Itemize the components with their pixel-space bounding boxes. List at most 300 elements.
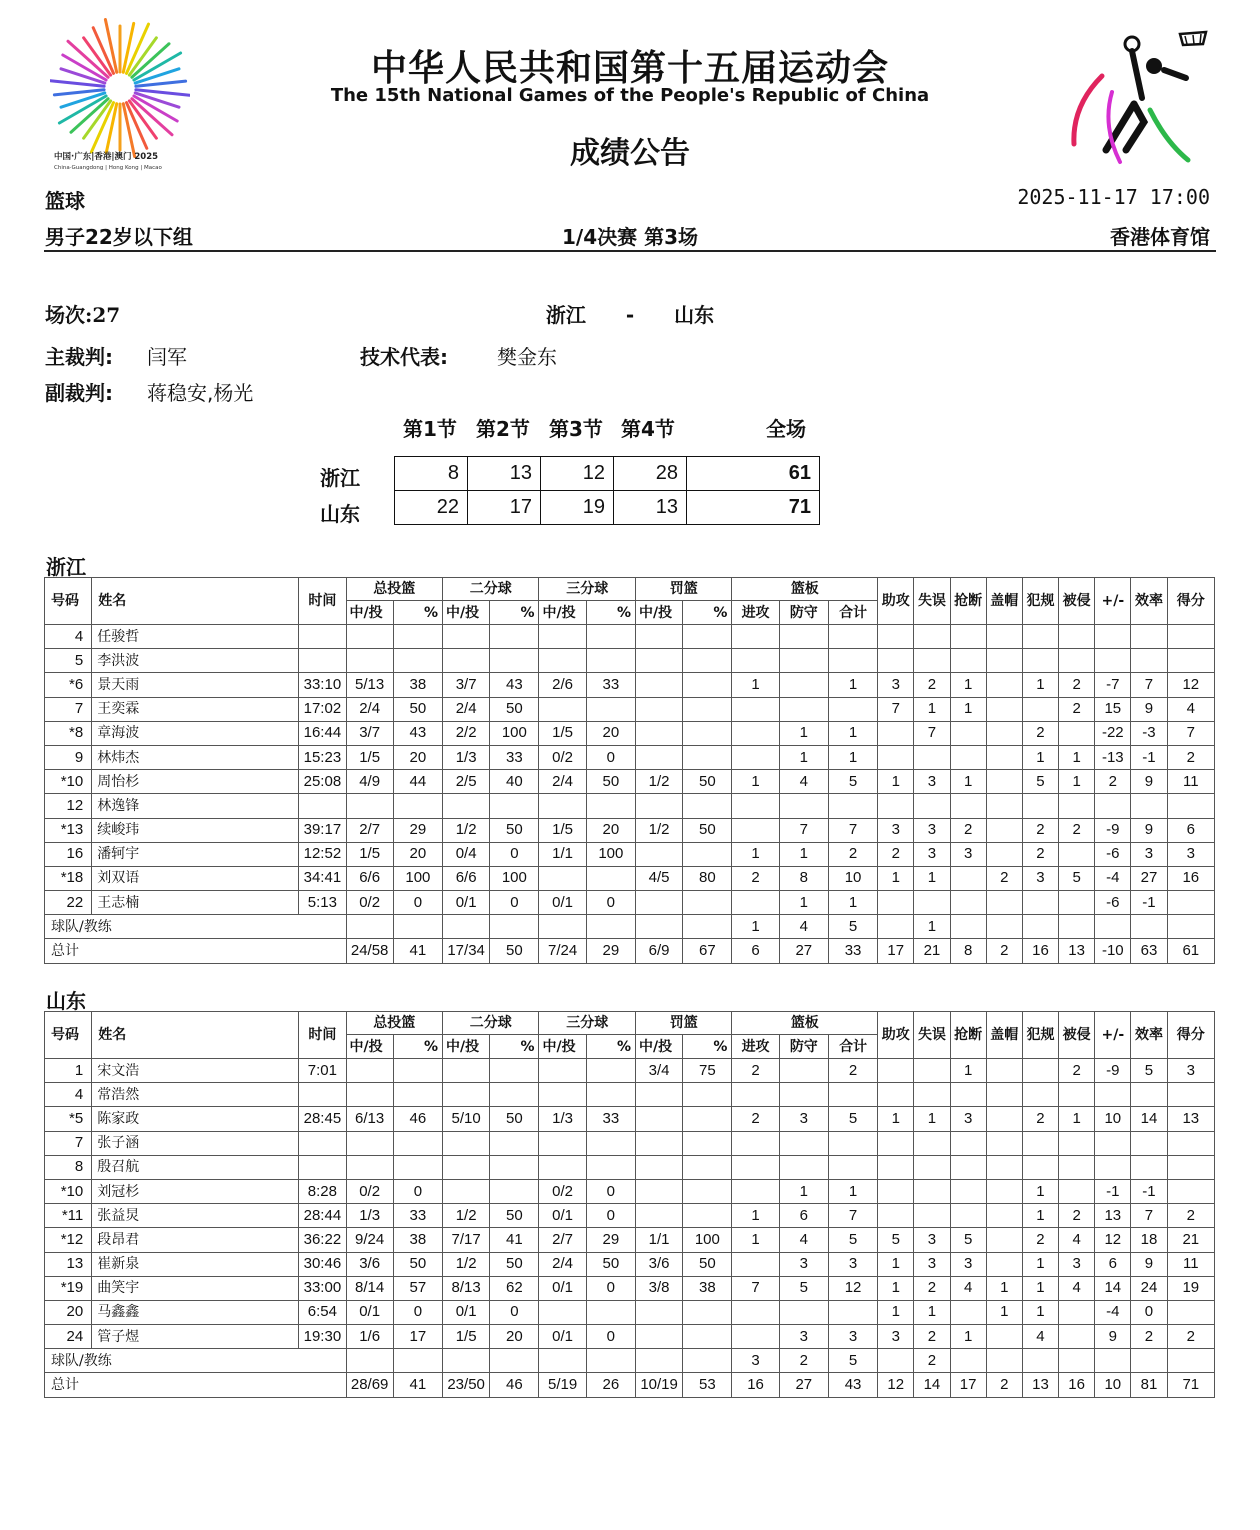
stat-cell: 6 bbox=[732, 939, 779, 963]
stat-cell bbox=[539, 915, 586, 939]
final-score: 71 bbox=[687, 491, 820, 525]
stat-cell: 41 bbox=[393, 1373, 442, 1397]
stat-cell: 2/2 bbox=[443, 721, 490, 745]
stat-cell bbox=[986, 1083, 1022, 1107]
stat-cell: 5 bbox=[1022, 770, 1058, 794]
stat-cell: 1 bbox=[878, 866, 914, 890]
player-number: *12 bbox=[45, 1228, 92, 1252]
q4-header: 第4节 bbox=[621, 417, 675, 441]
stat-cell: 1 bbox=[1059, 1107, 1095, 1131]
stat-cell: 100 bbox=[586, 842, 635, 866]
stat-cell: 1 bbox=[828, 1179, 877, 1203]
stat-cell: 8/13 bbox=[443, 1276, 490, 1300]
stat-cell: -4 bbox=[1095, 1300, 1131, 1324]
stat-cell: 0 bbox=[490, 1300, 539, 1324]
stat-cell: 30:46 bbox=[299, 1252, 346, 1276]
stat-cell bbox=[878, 1179, 914, 1203]
stat-cell bbox=[683, 1107, 732, 1131]
stat-cell bbox=[986, 1349, 1022, 1373]
col-field-goals: 总投篮 bbox=[346, 578, 442, 601]
stat-cell: 0/1 bbox=[539, 1325, 586, 1349]
stat-cell bbox=[1131, 625, 1167, 649]
q3-header: 第3节 bbox=[549, 417, 603, 441]
stat-cell bbox=[635, 1155, 682, 1179]
stat-cell bbox=[914, 745, 950, 769]
stat-cell: 1 bbox=[950, 697, 986, 721]
stat-cell bbox=[950, 915, 986, 939]
stat-cell: 7 bbox=[828, 1204, 877, 1228]
stat-cell: 1 bbox=[732, 673, 779, 697]
stat-cell: 1/5 bbox=[539, 818, 586, 842]
stat-cell: 3 bbox=[779, 1325, 828, 1349]
player-name: 续峻玮 bbox=[92, 818, 299, 842]
stat-cell: 1 bbox=[779, 745, 828, 769]
col-eff: 效率 bbox=[1131, 1012, 1167, 1059]
stat-cell bbox=[1167, 1131, 1214, 1155]
stat-cell bbox=[346, 1349, 393, 1373]
stat-cell bbox=[950, 1131, 986, 1155]
stat-cell bbox=[878, 1155, 914, 1179]
player-number: 4 bbox=[45, 1083, 92, 1107]
stat-cell: 3 bbox=[878, 673, 914, 697]
stat-cell bbox=[1095, 1131, 1131, 1155]
stat-cell bbox=[779, 794, 828, 818]
stat-cell: 2/5 bbox=[443, 770, 490, 794]
stat-cell bbox=[393, 1059, 442, 1083]
stat-cell bbox=[1095, 1083, 1131, 1107]
stat-cell bbox=[779, 1155, 828, 1179]
stat-cell bbox=[878, 1059, 914, 1083]
team-b-title: 山东 bbox=[46, 989, 86, 1013]
stat-cell: 6:54 bbox=[299, 1300, 346, 1324]
quarter-team-b: 山东 bbox=[320, 502, 360, 526]
stat-cell: 3 bbox=[914, 770, 950, 794]
stat-cell bbox=[683, 1349, 732, 1373]
stat-cell: 11 bbox=[1167, 770, 1214, 794]
stat-cell bbox=[732, 1252, 779, 1276]
stat-cell: 44 bbox=[393, 770, 442, 794]
stat-cell bbox=[586, 1155, 635, 1179]
stat-cell: 50 bbox=[683, 1252, 732, 1276]
stat-cell bbox=[1022, 1059, 1058, 1083]
stat-cell: 3 bbox=[732, 1349, 779, 1373]
player-name: 段昂君 bbox=[92, 1228, 299, 1252]
player-name: 刘冠杉 bbox=[92, 1179, 299, 1203]
stat-cell: 7 bbox=[1131, 1204, 1167, 1228]
stat-cell bbox=[1095, 1155, 1131, 1179]
quarter-score-table bbox=[394, 456, 820, 525]
stat-cell bbox=[393, 649, 442, 673]
stat-cell: -6 bbox=[1095, 891, 1131, 915]
stat-cell: 3 bbox=[950, 1252, 986, 1276]
stat-cell: 7 bbox=[732, 1276, 779, 1300]
stat-cell bbox=[986, 745, 1022, 769]
stat-cell bbox=[683, 915, 732, 939]
player-name: 殷召航 bbox=[92, 1155, 299, 1179]
col-blk: 盖帽 bbox=[986, 1012, 1022, 1059]
stat-cell: 11 bbox=[1167, 1252, 1214, 1276]
stat-cell: 7 bbox=[878, 697, 914, 721]
stat-cell bbox=[1167, 1300, 1214, 1324]
stat-cell bbox=[683, 794, 732, 818]
stat-cell bbox=[986, 770, 1022, 794]
stat-cell: 3/8 bbox=[635, 1276, 682, 1300]
stat-cell bbox=[635, 794, 682, 818]
stat-cell: 2/7 bbox=[346, 818, 393, 842]
stat-cell: 0/1 bbox=[443, 891, 490, 915]
player-row bbox=[45, 1300, 1215, 1324]
quarter-score: 8 bbox=[395, 457, 468, 491]
col-free-throws: 罚篮 bbox=[635, 578, 731, 601]
stat-cell: 29 bbox=[586, 939, 635, 963]
stat-cell bbox=[878, 625, 914, 649]
stat-cell: 1 bbox=[1022, 673, 1058, 697]
stat-cell: 2 bbox=[914, 1349, 950, 1373]
stat-cell: 20 bbox=[393, 745, 442, 769]
stat-cell: -1 bbox=[1131, 891, 1167, 915]
stat-cell bbox=[635, 1300, 682, 1324]
stat-cell: 9 bbox=[1131, 818, 1167, 842]
stat-cell bbox=[828, 1131, 877, 1155]
stat-cell bbox=[986, 649, 1022, 673]
stat-cell bbox=[828, 1300, 877, 1324]
stat-cell: 25:08 bbox=[299, 770, 346, 794]
stat-cell bbox=[732, 1131, 779, 1155]
player-row bbox=[45, 891, 1215, 915]
stat-cell bbox=[443, 915, 490, 939]
player-number: 22 bbox=[45, 891, 92, 915]
stat-cell bbox=[586, 1349, 635, 1373]
stat-cell bbox=[1167, 1083, 1214, 1107]
stat-cell: 0/1 bbox=[443, 1300, 490, 1324]
player-name: 张子涵 bbox=[92, 1131, 299, 1155]
stat-cell: 16 bbox=[1167, 866, 1214, 890]
stat-cell bbox=[732, 1325, 779, 1349]
stat-cell: 3 bbox=[1167, 842, 1214, 866]
svg-text:China·Guangdong | Hong Kong |: China·Guangdong | Hong Kong | Macao bbox=[54, 165, 162, 171]
stat-cell: 63 bbox=[1131, 939, 1167, 963]
stat-cell bbox=[914, 1204, 950, 1228]
stat-cell bbox=[635, 1349, 682, 1373]
stat-cell: 1 bbox=[914, 866, 950, 890]
stat-cell bbox=[443, 625, 490, 649]
stat-cell bbox=[878, 891, 914, 915]
stat-cell bbox=[1022, 1155, 1058, 1179]
stat-cell bbox=[878, 915, 914, 939]
stat-cell: 1 bbox=[828, 745, 877, 769]
stat-cell: 28:44 bbox=[299, 1204, 346, 1228]
referee-name: 闫军 bbox=[147, 345, 187, 369]
stat-cell bbox=[635, 1083, 682, 1107]
stat-cell bbox=[683, 891, 732, 915]
stat-cell: 71 bbox=[1167, 1373, 1214, 1397]
player-number: 5 bbox=[45, 649, 92, 673]
stat-cell bbox=[490, 1179, 539, 1203]
stat-cell: 2 bbox=[1131, 1325, 1167, 1349]
stat-cell: 7/24 bbox=[539, 939, 586, 963]
total-row-label: 总计 bbox=[45, 939, 347, 963]
col-pf: 犯规 bbox=[1022, 1012, 1058, 1059]
stat-cell bbox=[878, 721, 914, 745]
stat-cell: 50 bbox=[490, 1252, 539, 1276]
stat-cell bbox=[732, 1083, 779, 1107]
stat-cell: 4/5 bbox=[635, 866, 682, 890]
stat-cell: 20 bbox=[393, 842, 442, 866]
stat-cell bbox=[539, 1059, 586, 1083]
stat-cell bbox=[779, 1059, 828, 1083]
stat-cell bbox=[1022, 1349, 1058, 1373]
stat-cell bbox=[1095, 794, 1131, 818]
stat-cell: 17/34 bbox=[443, 939, 490, 963]
stat-cell: 2 bbox=[779, 1349, 828, 1373]
team-coach-row-label: 球队/教练 bbox=[45, 915, 347, 939]
match-datetime: 2025-11-17 17:00 bbox=[1017, 185, 1210, 209]
col-rebounds: 篮板 bbox=[732, 1012, 878, 1035]
stat-cell: -10 bbox=[1095, 939, 1131, 963]
stat-cell: -7 bbox=[1095, 673, 1131, 697]
player-row bbox=[45, 673, 1215, 697]
stat-cell: 4 bbox=[779, 1228, 828, 1252]
stat-cell bbox=[878, 1131, 914, 1155]
col-made-attempted: 中/投 bbox=[346, 601, 393, 625]
col-percent: % bbox=[683, 1035, 732, 1059]
col-percent: % bbox=[586, 1035, 635, 1059]
stat-cell bbox=[443, 1155, 490, 1179]
stat-cell: 0 bbox=[586, 745, 635, 769]
stat-cell bbox=[950, 1179, 986, 1203]
stat-cell: 2 bbox=[1167, 1204, 1214, 1228]
stat-cell: 20 bbox=[490, 1325, 539, 1349]
player-number: 12 bbox=[45, 794, 92, 818]
header-row bbox=[45, 1012, 1215, 1035]
stat-cell bbox=[986, 1131, 1022, 1155]
stat-cell: 33:00 bbox=[299, 1276, 346, 1300]
stat-cell bbox=[828, 1155, 877, 1179]
stat-cell: 1 bbox=[779, 891, 828, 915]
stat-cell bbox=[443, 649, 490, 673]
quarter-score: 22 bbox=[395, 491, 468, 525]
col-made-attempted: 中/投 bbox=[346, 1035, 393, 1059]
stat-cell: 14 bbox=[1095, 1276, 1131, 1300]
stat-cell: 1/5 bbox=[346, 842, 393, 866]
stat-cell: 2 bbox=[1059, 673, 1095, 697]
stat-cell bbox=[1022, 625, 1058, 649]
stat-cell: 81 bbox=[1131, 1373, 1167, 1397]
stat-cell bbox=[1167, 1155, 1214, 1179]
stat-cell: 2/4 bbox=[539, 1252, 586, 1276]
stat-cell: 41 bbox=[393, 939, 442, 963]
stat-cell bbox=[683, 1083, 732, 1107]
stat-cell: 2 bbox=[828, 1059, 877, 1083]
stat-cell: 43 bbox=[828, 1373, 877, 1397]
title-cn: 中华人民共和国第十五届运动会 bbox=[370, 48, 889, 89]
stat-cell bbox=[635, 1131, 682, 1155]
stat-cell bbox=[986, 1107, 1022, 1131]
stat-cell bbox=[986, 625, 1022, 649]
col-field-goals: 总投篮 bbox=[346, 1012, 442, 1035]
stat-cell: 3/4 bbox=[635, 1059, 682, 1083]
stat-cell bbox=[683, 842, 732, 866]
stat-cell bbox=[299, 1155, 346, 1179]
stat-cell bbox=[635, 697, 682, 721]
stat-cell bbox=[635, 1325, 682, 1349]
player-row bbox=[45, 818, 1215, 842]
stat-cell: 3 bbox=[914, 1228, 950, 1252]
stat-cell bbox=[1022, 794, 1058, 818]
header-row bbox=[45, 578, 1215, 601]
stat-cell bbox=[299, 1131, 346, 1155]
stat-cell: -1 bbox=[1131, 1179, 1167, 1203]
stat-cell: 15:23 bbox=[299, 745, 346, 769]
stat-cell: 1/1 bbox=[635, 1228, 682, 1252]
quarter-score: 17 bbox=[468, 491, 541, 525]
player-name: 潘轲宇 bbox=[92, 842, 299, 866]
stat-cell bbox=[828, 625, 877, 649]
stat-cell: 5:13 bbox=[299, 891, 346, 915]
stat-cell bbox=[683, 1300, 732, 1324]
stat-cell: 50 bbox=[490, 818, 539, 842]
stat-cell: 1 bbox=[914, 1300, 950, 1324]
stat-cell: 1 bbox=[828, 673, 877, 697]
stat-cell bbox=[950, 649, 986, 673]
stat-cell bbox=[346, 1131, 393, 1155]
stat-cell bbox=[986, 1252, 1022, 1276]
stat-cell bbox=[1059, 1349, 1095, 1373]
stat-cell: 36:22 bbox=[299, 1228, 346, 1252]
stat-cell: 5 bbox=[1059, 866, 1095, 890]
stat-cell bbox=[635, 745, 682, 769]
player-number: 9 bbox=[45, 745, 92, 769]
stat-cell bbox=[950, 1300, 986, 1324]
player-row bbox=[45, 1059, 1215, 1083]
stat-cell: 10 bbox=[1095, 1107, 1131, 1131]
stat-cell: 2 bbox=[986, 866, 1022, 890]
stat-cell bbox=[539, 1300, 586, 1324]
stat-cell bbox=[1167, 625, 1214, 649]
stat-cell bbox=[1167, 891, 1214, 915]
stat-cell bbox=[346, 1155, 393, 1179]
stat-cell: 1 bbox=[779, 1179, 828, 1203]
stat-cell: 1 bbox=[1059, 745, 1095, 769]
stat-cell: 1 bbox=[878, 1276, 914, 1300]
stat-cell: 21 bbox=[914, 939, 950, 963]
stat-cell: 7 bbox=[1167, 721, 1214, 745]
stat-cell bbox=[986, 1325, 1022, 1349]
stat-cell bbox=[1059, 915, 1095, 939]
stat-cell: 100 bbox=[490, 721, 539, 745]
bulletin-title: 成绩公告 bbox=[570, 136, 690, 171]
stat-cell: 9 bbox=[1131, 697, 1167, 721]
col-two-pointers: 二分球 bbox=[443, 1012, 539, 1035]
stat-cell bbox=[1059, 625, 1095, 649]
col-ast: 助攻 bbox=[878, 1012, 914, 1059]
stat-cell: 1 bbox=[828, 891, 877, 915]
stat-cell: 46 bbox=[490, 1373, 539, 1397]
stat-cell: 4 bbox=[1167, 697, 1214, 721]
stat-cell bbox=[346, 794, 393, 818]
stat-cell: 4 bbox=[1022, 1325, 1058, 1349]
stat-cell bbox=[732, 794, 779, 818]
player-row bbox=[45, 1325, 1215, 1349]
stat-cell: 38 bbox=[683, 1276, 732, 1300]
stat-cell bbox=[443, 1059, 490, 1083]
col-three-pointers: 三分球 bbox=[539, 578, 635, 601]
stat-cell: 24/58 bbox=[346, 939, 393, 963]
stat-cell bbox=[732, 649, 779, 673]
stat-cell bbox=[732, 891, 779, 915]
player-number: 7 bbox=[45, 1131, 92, 1155]
stat-cell: 5 bbox=[828, 1228, 877, 1252]
player-number: 7 bbox=[45, 697, 92, 721]
stat-cell bbox=[539, 866, 586, 890]
stat-cell bbox=[950, 866, 986, 890]
col-free-throws: 罚篮 bbox=[635, 1012, 731, 1035]
col-to: 失误 bbox=[914, 1012, 950, 1059]
stat-cell: 23/50 bbox=[443, 1373, 490, 1397]
stat-cell: 1/2 bbox=[443, 818, 490, 842]
stat-cell bbox=[1167, 1349, 1214, 1373]
stat-cell: -9 bbox=[1095, 818, 1131, 842]
stat-cell bbox=[393, 625, 442, 649]
stat-cell bbox=[779, 1083, 828, 1107]
stat-cell bbox=[346, 1083, 393, 1107]
stat-cell bbox=[299, 625, 346, 649]
stat-cell bbox=[914, 1083, 950, 1107]
stat-cell: 2 bbox=[732, 866, 779, 890]
stat-cell: 9/24 bbox=[346, 1228, 393, 1252]
stat-cell bbox=[683, 1179, 732, 1203]
stat-cell bbox=[1059, 1083, 1095, 1107]
player-row bbox=[45, 1131, 1215, 1155]
player-row bbox=[45, 1252, 1215, 1276]
stat-cell bbox=[1131, 1083, 1167, 1107]
stat-cell: 6 bbox=[1167, 818, 1214, 842]
stat-cell: 2 bbox=[732, 1059, 779, 1083]
stat-cell: 5 bbox=[878, 1228, 914, 1252]
stat-cell bbox=[914, 794, 950, 818]
stat-cell bbox=[393, 1083, 442, 1107]
stat-cell: 1/1 bbox=[539, 842, 586, 866]
col-made-attempted: 中/投 bbox=[539, 1035, 586, 1059]
col-number: 号码 bbox=[45, 578, 92, 625]
stat-cell: 33 bbox=[490, 745, 539, 769]
stat-cell: 0 bbox=[393, 1179, 442, 1203]
stat-cell bbox=[1131, 1349, 1167, 1373]
stat-cell bbox=[986, 842, 1022, 866]
player-row bbox=[45, 842, 1215, 866]
stat-cell: 1/3 bbox=[443, 745, 490, 769]
stat-cell bbox=[635, 1107, 682, 1131]
player-number: *5 bbox=[45, 1107, 92, 1131]
stat-cell: 15 bbox=[1095, 697, 1131, 721]
stat-cell: 100 bbox=[393, 866, 442, 890]
col-total-rebounds: 合计 bbox=[828, 601, 877, 625]
stat-cell: 80 bbox=[683, 866, 732, 890]
team-a-name: 浙江 bbox=[545, 303, 586, 327]
stat-cell bbox=[539, 649, 586, 673]
stat-cell bbox=[1022, 915, 1058, 939]
total-row bbox=[45, 1373, 1215, 1397]
stat-cell bbox=[1167, 649, 1214, 673]
assistant-referees: 蒋稳安,杨光 bbox=[147, 381, 254, 405]
stat-cell bbox=[828, 697, 877, 721]
stat-cell bbox=[986, 915, 1022, 939]
team-coach-row-label: 球队/教练 bbox=[45, 1349, 347, 1373]
stat-cell: -9 bbox=[1095, 1059, 1131, 1083]
player-number: 8 bbox=[45, 1155, 92, 1179]
col-made-attempted: 中/投 bbox=[443, 601, 490, 625]
svg-text:中国·广东|香港|澳门 2025: 中国·广东|香港|澳门 2025 bbox=[54, 152, 159, 162]
